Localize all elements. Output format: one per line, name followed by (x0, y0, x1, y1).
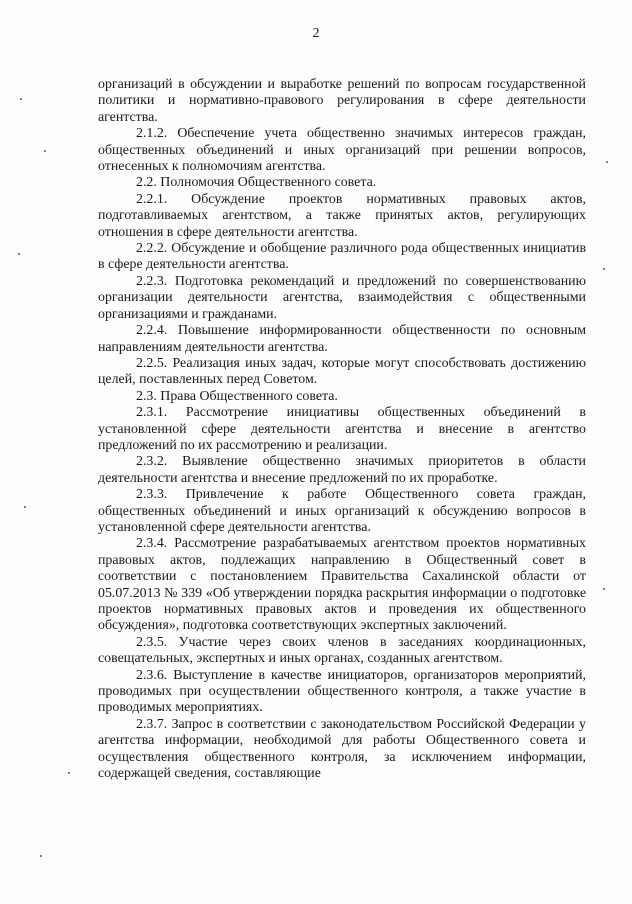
paragraph: 2.3.3. Привлечение к работе Общественного совета граждан, общественных объединений и иных организаций к обсуждению вопросов в установленной сфере деятельности агентства. (98, 487, 586, 535)
paragraph: 2.3.5. Участие через своих членов в заседаниях координационных, совещательных, экспертных и иных органах, созданных агентством. (98, 634, 586, 667)
paragraph: 2.2.4. Повышение информированности общественности по основным направлениям деятельности агентства. (98, 323, 586, 355)
paragraph: 2.3.6. Выступление в качестве инициаторов, организаторов мероприятий, проводимых при осуществлении общественного контроля, а также участие в проводимых мероприятиях. (98, 667, 586, 716)
scan-speck (40, 855, 42, 857)
paragraph: 2.3.4. Рассмотрение разрабатываемых агентством проектов нормативных правовых актов, подлежащих направлению в Общественный совет в соответствии с постановлением Правительства Сахалинской области от 05.07.2013 № 339 «Об утверждении порядка раскрытия информации о подготовке проектов нормативных правовых актов и проведения их общественного обсуждения», подготовка соответствующих экспертных заключений. (98, 536, 586, 634)
scan-speck (68, 772, 70, 774)
paragraph: 2.2. Полномочия Общественного совета. (136, 175, 377, 191)
scan-speck (20, 98, 22, 100)
scan-speck (603, 588, 605, 590)
paragraph: 2.1.2. Обеспечение учета общественно значимых интересов граждан, общественных объединений и иных организаций при решении вопросов, отнесенных к полномочиям агентства. (98, 126, 586, 175)
scan-speck (606, 161, 608, 163)
paragraph: 2.3.2. Выявление общественно значимых приоритетов в области деятельности агентства и внесение предложений по их проработке. (98, 454, 586, 486)
paragraph: 2.2.1. Обсуждение проектов нормативных правовых актов, подготавливаемых агентством, а также принятых актов, регулирующих отношения в сфере деятельности агентства. (98, 191, 586, 240)
document-body (98, 77, 586, 782)
paragraph: 2.2.3. Подготовка рекомендаций и предложений по совершенствованию организации деятельности агентства, взаимодействия с общественными организациями и гражданами. (98, 273, 586, 322)
scan-speck (24, 506, 26, 508)
paragraph: 2.3.1. Рассмотрение инициативы общественных объединений в установленной сфере деятельности агентства и внесение в агентство предложений по их рассмотрению и реализации. (98, 405, 586, 453)
paragraph: 2.3.7. Запрос в соответствии с законодательством Российской Федерации у агентства информации, необходимой для работы Общественного совета и осуществления общественного контроля, за исключением информации, содержащей сведения, составляющие (98, 716, 586, 782)
paragraph: 2.2.2. Обсуждение и обобщение различного рода общественных инициатив в сфере деятельности агентства. (98, 241, 586, 273)
paragraph: организаций в обсуждении и выработке решений по вопросам государственной политики и нормативно-правового регулирования в сфере деятельности агентства. (98, 77, 586, 125)
paragraph: 2.2.5. Реализация иных задач, которые могут способствовать достижению целей, поставленных перед Советом. (98, 355, 586, 388)
paragraph: 2.3. Права Общественного совета. (136, 388, 338, 404)
scan-speck (18, 253, 20, 255)
page-number: 2 (312, 26, 320, 41)
scan-speck (44, 150, 46, 152)
scan-speck (603, 268, 605, 270)
